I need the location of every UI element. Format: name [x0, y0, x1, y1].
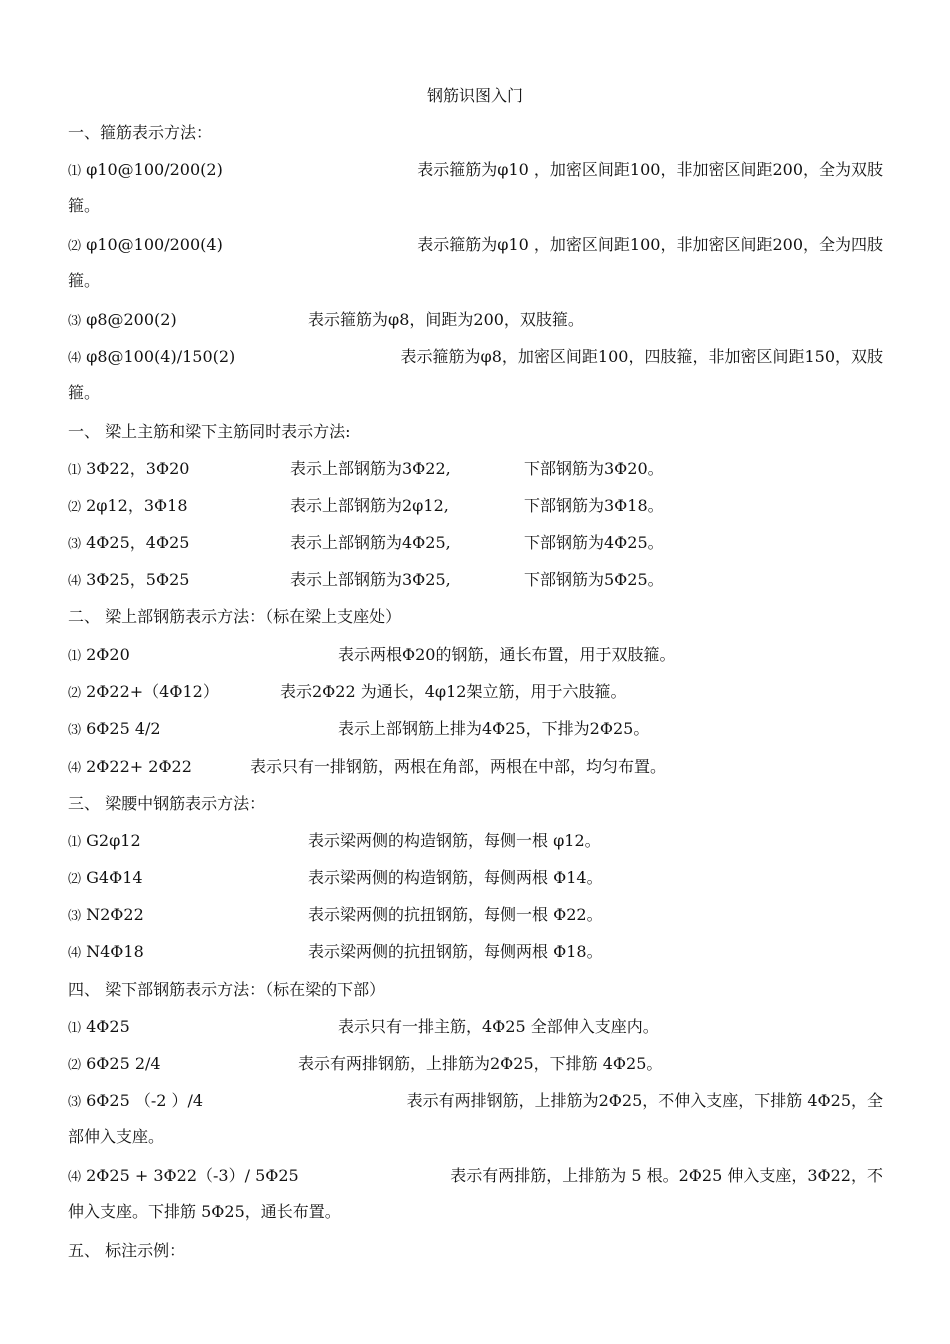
item-description-continued: 箍。: [68, 196, 101, 215]
rebar-code: 6Φ25 2/4: [86, 1054, 161, 1073]
rebar-code: G2φ12: [86, 831, 141, 850]
item-number: ⑷: [68, 761, 82, 776]
item-description-continued: 伸入支座。下排筋 5Φ25，通长布置。: [68, 1202, 341, 1221]
item-number: ⑵: [68, 686, 82, 701]
item-number: ⑶: [68, 537, 82, 552]
rebar-code: 4Φ25，4Φ25: [86, 533, 190, 552]
item-number: ⑴: [68, 1021, 82, 1036]
item-description: 表示有两排钢筋，上排筋为2Φ25，不伸入支座，下排筋 4Φ25，全: [406, 1091, 883, 1110]
item-description: 表示梁两侧的构造钢筋，每侧一根 φ12。: [308, 831, 601, 850]
section-heading-main-bars: 一、 梁上主筋和梁下主筋同时表示方法:: [68, 422, 351, 441]
rebar-code: 2Φ22+（4Φ12）: [86, 682, 219, 701]
item-number: ⑵: [68, 500, 82, 515]
item-description: 表示箍筋为φ8，加密区间距100，四肢箍，非加密区间距150，双肢: [400, 347, 883, 366]
web-bar-item-2: [68, 866, 883, 892]
item-number: ⑶: [68, 909, 82, 924]
stirrup-item-1: [68, 158, 883, 215]
item-number: ⑵: [68, 872, 82, 887]
document-title: 钢筋识图入门: [426, 86, 523, 105]
lower-bar-text: 下部钢筋为3Φ18。: [524, 496, 664, 515]
item-description-continued: 部伸入支座。: [68, 1127, 165, 1146]
rebar-code: φ10@100/200(4): [86, 235, 223, 254]
rebar-code: φ8@200(2): [86, 310, 177, 329]
top-bar-item-1: [68, 643, 883, 669]
upper-bar-text: 表示上部钢筋为4Φ25,: [290, 533, 451, 552]
main-bar-item-3: [68, 531, 883, 557]
item-number: ⑶: [68, 723, 82, 738]
item-number: ⑶: [68, 314, 82, 329]
rebar-code: φ10@100/200(2): [86, 160, 223, 179]
top-bar-item-4: [68, 755, 883, 781]
rebar-code: G4Φ14: [86, 868, 143, 887]
rebar-code: 2Φ25 + 3Φ22（-3）/ 5Φ25: [86, 1166, 299, 1185]
item-description: 表示箍筋为φ10 ，加密区间距100，非加密区间距200，全为四肢: [417, 235, 883, 254]
bottom-bar-item-4: [68, 1164, 883, 1221]
item-number: ⑴: [68, 463, 82, 478]
upper-bar-text: 表示上部钢筋为2φ12,: [290, 496, 449, 515]
bottom-bar-item-1: [68, 1015, 883, 1041]
item-description: 表示箍筋为φ8，间距为200，双肢箍。: [308, 310, 584, 329]
item-number: ⑴: [68, 649, 82, 664]
rebar-code: 2Φ20: [86, 645, 130, 664]
stirrup-item-2: [68, 233, 883, 290]
item-number: ⑵: [68, 239, 82, 254]
stirrup-item-4: [68, 345, 883, 402]
lower-bar-text: 下部钢筋为5Φ25。: [524, 570, 664, 589]
item-description: 表示两根Φ20的钢筋，通长布置，用于双肢箍。: [338, 645, 676, 664]
rebar-code: φ8@100(4)/150(2): [86, 347, 236, 366]
upper-bar-text: 表示上部钢筋为3Φ25,: [290, 570, 451, 589]
item-description: 表示梁两侧的构造钢筋，每侧两根 Φ14。: [308, 868, 603, 887]
main-bar-item-1: [68, 457, 883, 483]
rebar-code: 6Φ25 （-2 ）/4: [86, 1091, 204, 1110]
section-heading-examples: 五、 标注示例：: [68, 1241, 186, 1260]
item-number: ⑷: [68, 1170, 82, 1185]
item-description: 表示只有一排主筋，4Φ25 全部伸入支座内。: [338, 1017, 659, 1036]
item-description: 表示上部钢筋上排为4Φ25，下排为2Φ25。: [338, 719, 650, 738]
item-number: ⑵: [68, 1058, 82, 1073]
section-heading-web-bars: 三、 梁腰中钢筋表示方法：: [68, 794, 266, 813]
item-description: 表示梁两侧的抗扭钢筋，每侧一根 Φ22。: [308, 905, 603, 924]
web-bar-item-3: [68, 903, 883, 929]
web-bar-item-1: [68, 829, 883, 855]
lower-bar-text: 下部钢筋为4Φ25。: [524, 533, 664, 552]
main-bar-item-4: [68, 568, 883, 594]
rebar-code: 3Φ25，5Φ25: [86, 570, 190, 589]
item-description: 表示有两排钢筋，上排筋为2Φ25，下排筋 4Φ25。: [298, 1054, 663, 1073]
section-heading-stirrup: 一、箍筋表示方法：: [68, 123, 213, 142]
stirrup-item-3: [68, 308, 883, 334]
item-description-continued: 箍。: [68, 271, 101, 290]
bottom-bar-item-3: [68, 1089, 883, 1146]
item-description-continued: 箍。: [68, 383, 101, 402]
item-description: 表示有两排筋，上排筋为 5 根。2Φ25 伸入支座，3Φ22，不: [450, 1166, 883, 1185]
rebar-code: N2Φ22: [86, 905, 144, 924]
item-number: ⑴: [68, 164, 82, 179]
item-description: 表示只有一排钢筋，两根在角部，两根在中部，均匀布置。: [250, 757, 667, 776]
item-description: 表示2Φ22 为通长，4φ12架立筋，用于六肢箍。: [280, 682, 627, 701]
rebar-code: N4Φ18: [86, 942, 144, 961]
upper-bar-text: 表示上部钢筋为3Φ22,: [290, 459, 451, 478]
rebar-code: 6Φ25 4/2: [86, 719, 161, 738]
item-number: ⑴: [68, 835, 82, 850]
top-bar-item-2: [68, 680, 883, 706]
item-number: ⑶: [68, 1095, 82, 1110]
lower-bar-text: 下部钢筋为3Φ20。: [524, 459, 664, 478]
rebar-code: 4Φ25: [86, 1017, 130, 1036]
rebar-code: 2Φ22+ 2Φ22: [86, 757, 192, 776]
bottom-bar-item-2: [68, 1052, 883, 1078]
section-heading-top-bars: 二、 梁上部钢筋表示方法：（标在梁上支座处）: [68, 607, 402, 626]
item-description: 表示梁两侧的抗扭钢筋，每侧两根 Φ18。: [308, 942, 603, 961]
rebar-code: 2φ12，3Φ18: [86, 496, 188, 515]
rebar-code: 3Φ22，3Φ20: [86, 459, 190, 478]
web-bar-item-4: [68, 940, 883, 966]
main-bar-item-2: [68, 494, 883, 520]
item-description: 表示箍筋为φ10 ，加密区间距100，非加密区间距200，全为双肢: [417, 160, 883, 179]
section-heading-bottom-bars: 四、 梁下部钢筋表示方法：（标在梁的下部）: [68, 980, 386, 999]
item-number: ⑷: [68, 574, 82, 589]
top-bar-item-3: [68, 717, 883, 743]
item-number: ⑷: [68, 946, 82, 961]
item-number: ⑷: [68, 351, 82, 366]
